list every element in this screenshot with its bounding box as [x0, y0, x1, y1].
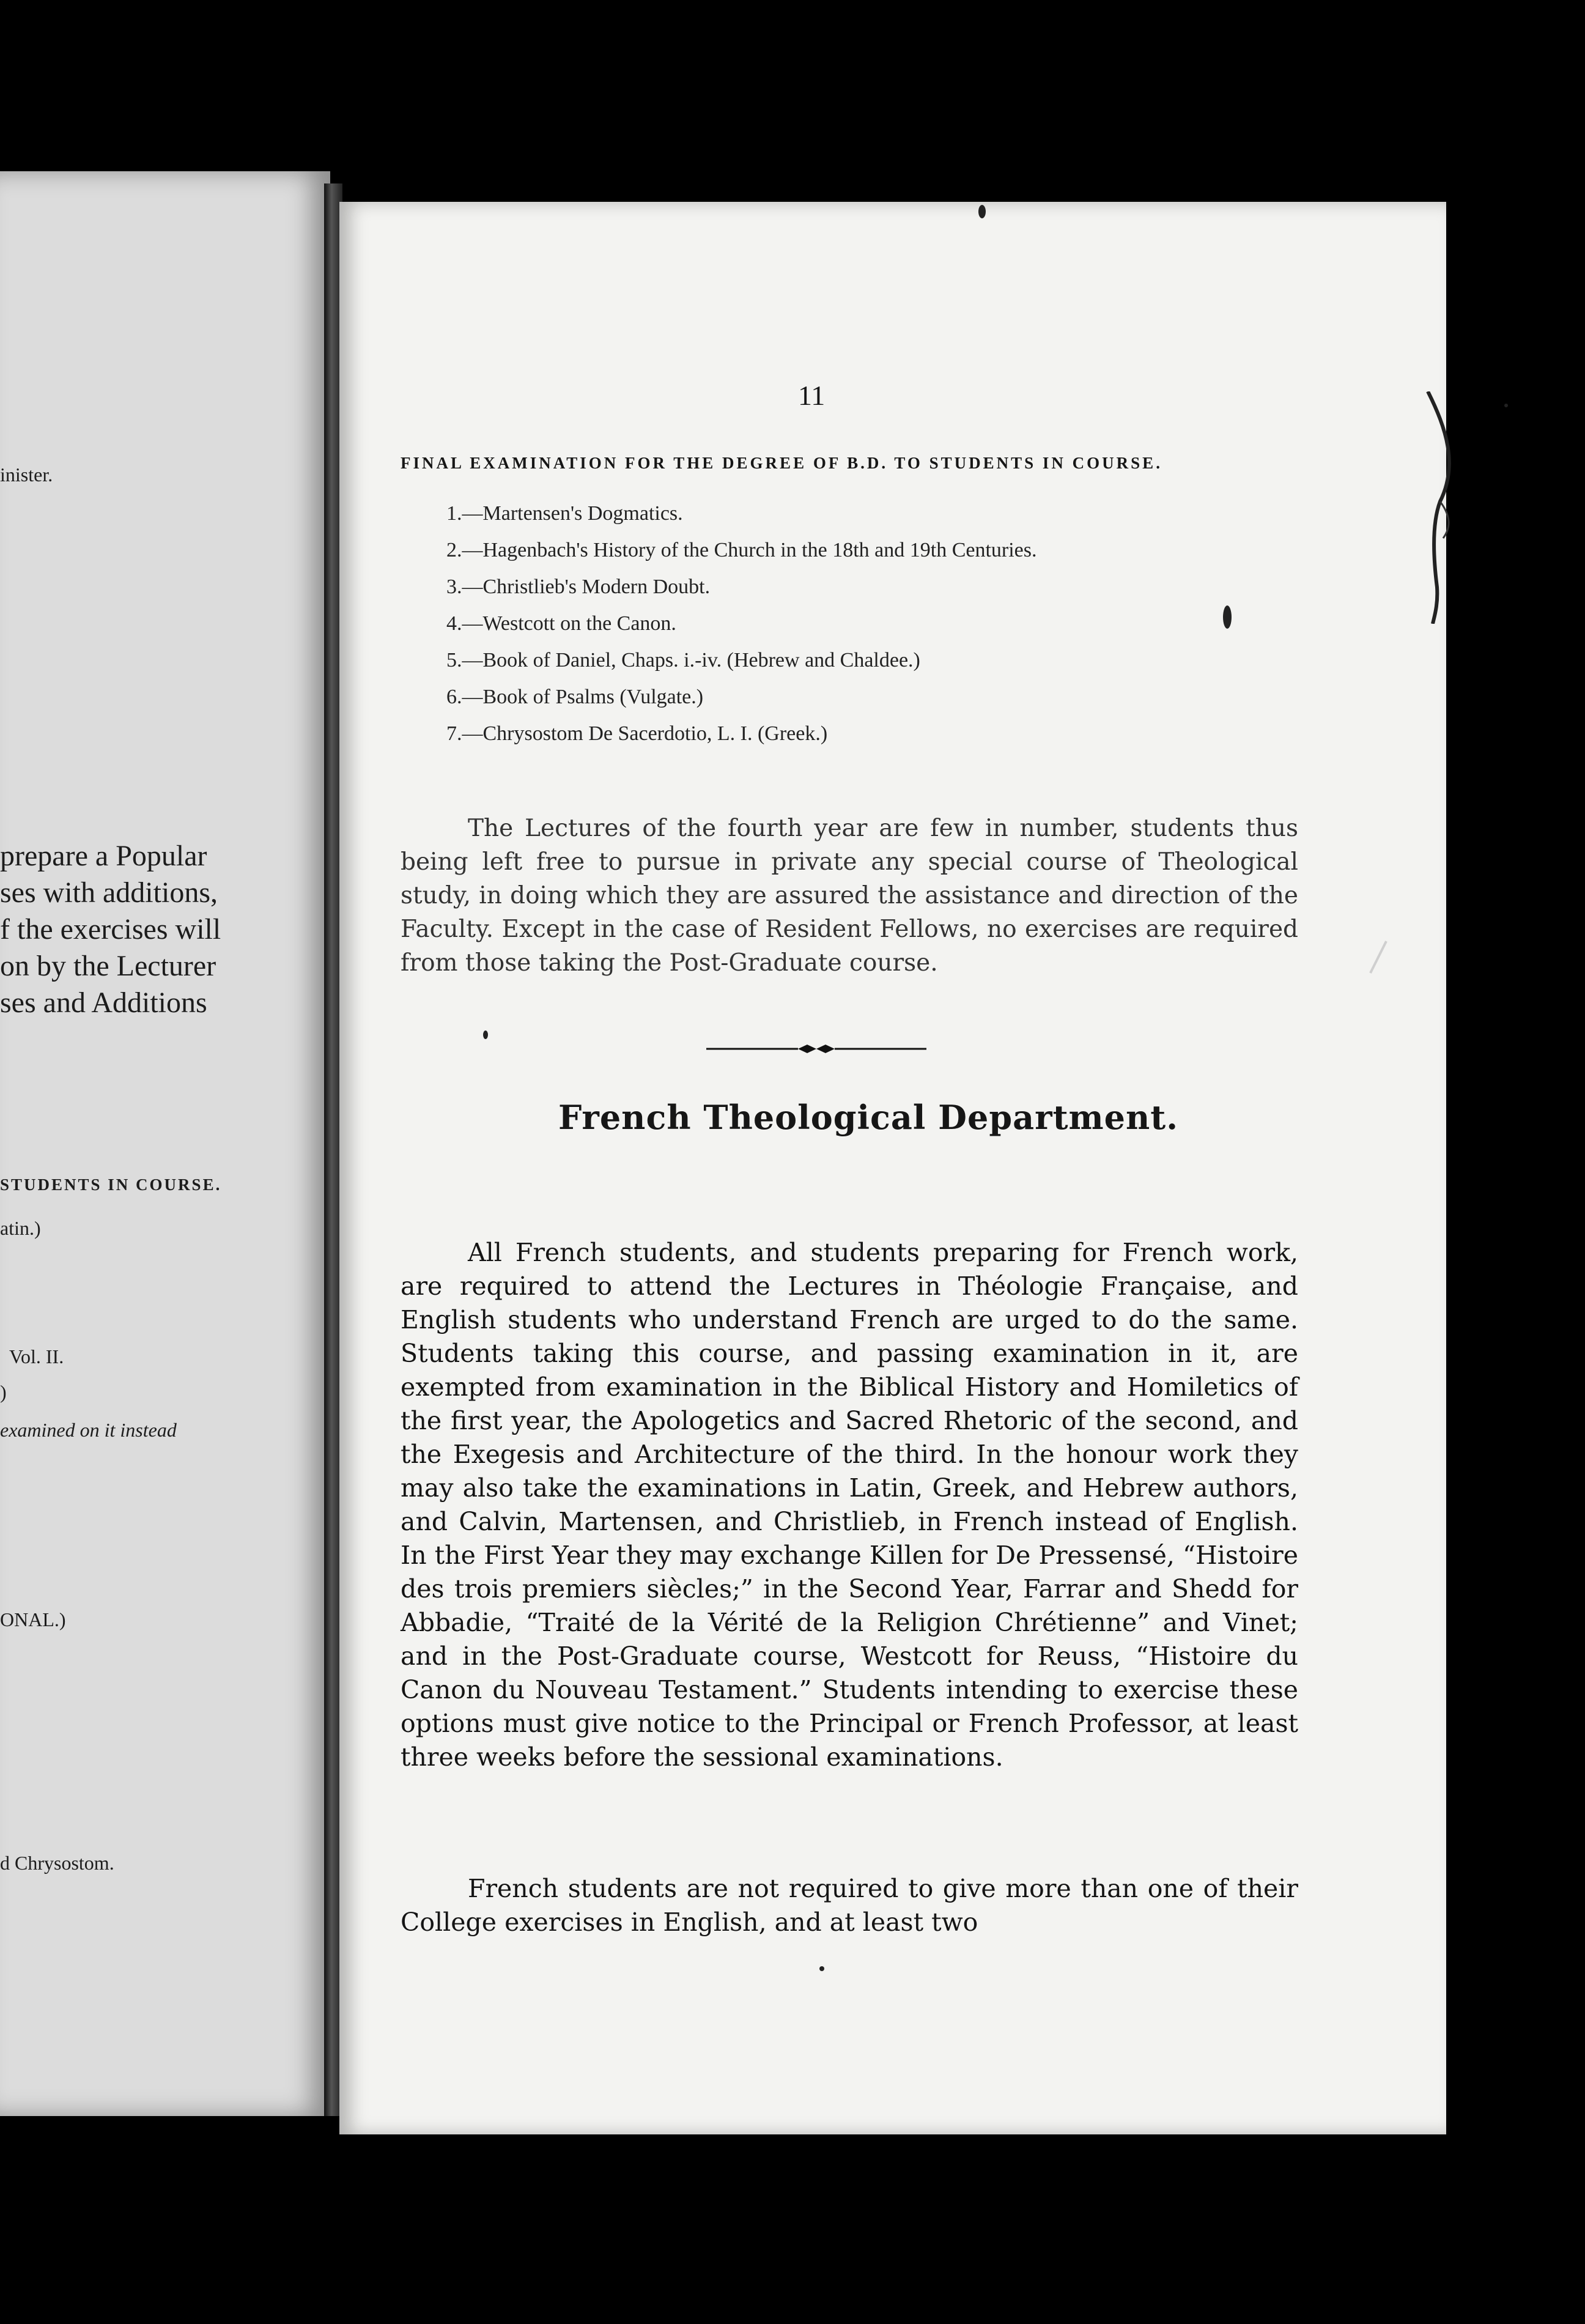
exam-item: 6.—Book of Psalms (Vulgate.)	[446, 686, 704, 708]
left-page-line: ses and Additions	[0, 986, 207, 1019]
left-page-line: ONAL.)	[0, 1608, 66, 1630]
scan-speck	[1223, 605, 1232, 629]
left-page	[0, 171, 330, 2116]
scan-speck	[1504, 404, 1508, 407]
left-page-line: prepare a Popular	[0, 840, 207, 872]
scan-speck	[483, 1031, 488, 1039]
exam-item: 1.—Martensen's Dogmatics.	[446, 502, 683, 525]
left-page-line: )	[0, 1381, 7, 1403]
ornament-divider	[706, 1040, 926, 1058]
right-page	[339, 202, 1446, 2134]
exam-item: 7.—Chrysostom De Sacerdotio, L. I. (Greek.)	[446, 722, 828, 745]
scan-speck	[978, 205, 986, 218]
french-paragraph: All French students, and students preparing for French work, are required to attend the Lectures in Théologie Française, and English students who understand French are urged to do the same. Students taking this course, and passing examination in it, are exempted from examination in the Biblical History and Homiletics of the first year, the Apologetics and Sacred Rhetoric of the second, and the Exegesis and Architecture of the third. In the honour work they may also take the examinations in Latin, Greek, and Hebrew authors, and Calvin, Martensen, and Christlieb, in French instead of English. In the First Year they may exchange Killen for De Pressensé, “Histoire des trois premiers siècles;” in the Second Year, Farrar and Shedd for Abbadie, “Traité de la Vérité de la Religion Chrétienne” and Vinet; and in the Post-Graduate course, Westcott for Reuss, “Histoire du Canon du Nouveau Testament.” Students intending to exercise these options must give notice to the Principal or French Professor, at least three weeks before the sessional examinations.	[401, 1238, 1298, 1772]
scan-speck	[819, 1966, 824, 1971]
exam-item: 4.—Westcott on the Canon.	[446, 612, 676, 635]
stray-mark	[1367, 939, 1391, 975]
exam-heading: FINAL EXAMINATION FOR THE DEGREE OF B.D. TO STUDENTS IN COURSE.	[401, 454, 1162, 472]
left-page-line: on by the Lecturer	[0, 950, 216, 982]
lectures-paragraph: The Lectures of the fourth year are few in number, students thus being left free to pursue in private any special course of Theological study, in doing which they are assured the assistance and direction of the Faculty. Except in the case of Resident Fellows, no exercises are required from those taking the Post-Graduate course.	[401, 815, 1298, 977]
exam-item: 2.—Hagenbach's History of the Church in the 18th and 19th Centuries.	[446, 539, 1037, 561]
exam-item: 3.—Christlieb's Modern Doubt.	[446, 575, 711, 598]
left-page-line: STUDENTS IN COURSE.	[0, 1175, 222, 1194]
page-number: 11	[798, 380, 826, 411]
left-page-line: Vol. II.	[9, 1345, 64, 1367]
department-title: French Theological Department.	[558, 1098, 1179, 1137]
french-paragraph: French students are not required to give more than one of their College exercises in English, and at least two	[401, 1874, 1298, 1937]
exam-item: 5.—Book of Daniel, Chaps. i.-iv. (Hebrew and Chaldee.)	[446, 649, 920, 672]
left-page-line: inister.	[0, 464, 53, 486]
left-page-line: atin.)	[0, 1217, 41, 1239]
left-page-line: ses with additions,	[0, 876, 218, 909]
fiber-mark	[1416, 391, 1465, 624]
left-page-line: f the exercises will	[0, 913, 221, 946]
left-page-line: examined on it instead	[0, 1419, 177, 1441]
left-page-line: d Chrysostom.	[0, 1852, 114, 1874]
